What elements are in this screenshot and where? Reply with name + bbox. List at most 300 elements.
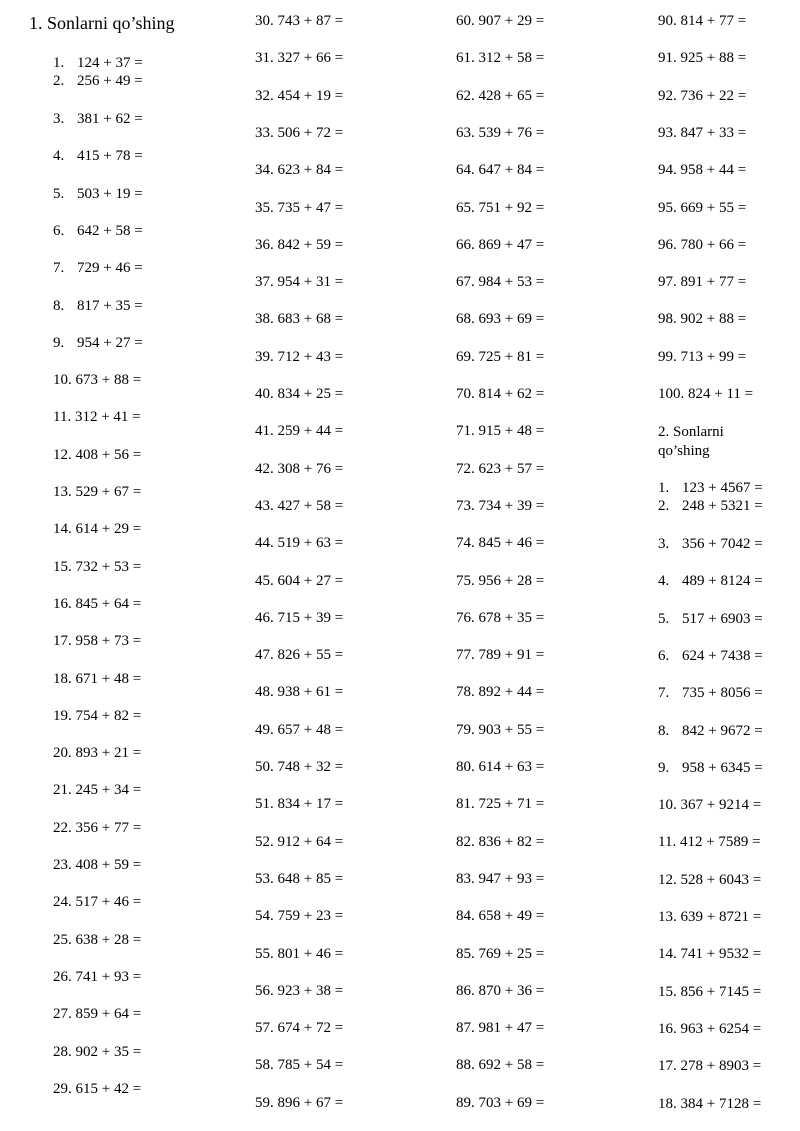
problem-number: 6.	[658, 647, 670, 664]
problem-expression: 517 + 6903 =	[682, 610, 763, 627]
problem-number: 87.	[456, 1020, 475, 1037]
problem-item	[456, 161, 544, 179]
problem-expression: 736 + 22 =	[676, 87, 747, 104]
problem-expression: 923 + 38 =	[273, 982, 344, 999]
problem-expression: 735 + 8056 =	[682, 685, 763, 702]
section2-heading-line1: 2. Sonlarni	[658, 424, 724, 440]
problem-item	[658, 983, 761, 1001]
problem-item	[658, 871, 761, 889]
problem-item	[53, 781, 141, 799]
problem-item	[658, 908, 761, 926]
problem-expression: 741 + 9532 =	[676, 946, 762, 963]
problem-number: 2.	[53, 73, 65, 89]
problem-item	[658, 199, 746, 217]
problem-expression: 958 + 44 =	[676, 162, 747, 179]
problem-number: 55.	[255, 945, 274, 962]
problem-number: 44.	[255, 535, 274, 552]
problem-expression: 124 + 37 =	[77, 55, 143, 71]
problem-number: 57.	[255, 1020, 274, 1037]
problem-expression: 817 + 35 =	[77, 297, 143, 314]
problem-number: 71.	[456, 423, 475, 440]
problem-expression: 715 + 39 =	[273, 609, 344, 626]
problem-item	[456, 534, 544, 552]
problem-expression: 639 + 8721 =	[676, 909, 762, 925]
problem-number: 63.	[456, 124, 475, 141]
problem-number: 67.	[456, 274, 475, 291]
problem-item	[658, 684, 763, 702]
problem-item	[255, 49, 343, 67]
problem-number: 59.	[255, 1094, 274, 1111]
problem-item	[53, 147, 143, 165]
section2-heading-line2: qo’shing	[658, 443, 710, 459]
problem-number: 68.	[456, 311, 475, 328]
section1-heading: 1. Sonlarni qo’shing	[29, 13, 175, 33]
problem-item	[456, 385, 544, 403]
problem-expression: 669 + 55 =	[676, 199, 747, 216]
problem-item	[53, 185, 143, 203]
problem-number: 48.	[255, 684, 274, 701]
problem-number: 54.	[255, 908, 274, 925]
problem-expression: 623 + 57 =	[474, 460, 545, 477]
problem-item	[658, 722, 763, 740]
problem-number: 42.	[255, 460, 274, 477]
problem-expression: 657 + 48 =	[273, 721, 344, 738]
problem-item	[658, 385, 753, 403]
problem-item	[255, 982, 343, 1000]
problem-expression: 703 + 69 =	[474, 1094, 545, 1111]
problem-number: 5.	[53, 185, 65, 202]
problem-item	[53, 446, 141, 464]
problem-expression: 674 + 72 =	[273, 1020, 344, 1037]
problem-expression: 658 + 49 =	[474, 908, 545, 925]
problem-expression: 528 + 6043 =	[676, 871, 762, 888]
problem-number: 60.	[456, 13, 475, 29]
problem-item	[53, 1043, 141, 1061]
problem-expression: 693 + 69 =	[474, 311, 545, 328]
problem-item	[53, 893, 141, 911]
problem-item	[658, 535, 763, 553]
problem-expression: 954 + 31 =	[273, 274, 344, 291]
problem-number: 58.	[255, 1057, 274, 1074]
problem-expression: 683 + 68 =	[273, 311, 344, 328]
problem-number: 16.	[53, 595, 72, 612]
problem-number: 97.	[658, 274, 677, 291]
problem-item	[255, 497, 343, 515]
problem-number: 78.	[456, 684, 475, 701]
problem-item	[456, 982, 544, 1000]
problem-item	[53, 483, 141, 501]
problem-item	[255, 348, 343, 366]
problem-expression: 902 + 35 =	[71, 1043, 142, 1060]
problem-expression: 963 + 6254 =	[676, 1020, 762, 1037]
problem-item	[255, 907, 343, 925]
problem-number: 6.	[53, 222, 65, 239]
problem-item	[53, 595, 141, 613]
problem-item	[456, 12, 544, 30]
problem-item	[456, 1019, 544, 1037]
problem-expression: 489 + 8124 =	[682, 573, 763, 590]
problem-number: 74.	[456, 535, 475, 552]
problem-expression: 842 + 9672 =	[682, 722, 763, 739]
problem-number: 64.	[456, 162, 475, 179]
problem-number: 72.	[456, 460, 475, 477]
problem-item	[53, 931, 141, 949]
problem-item	[658, 610, 763, 628]
problem-expression: 834 + 25 =	[273, 386, 344, 402]
problem-item	[658, 796, 761, 814]
problem-expression: 958 + 6345 =	[682, 759, 763, 776]
problem-number: 7.	[658, 685, 670, 702]
problem-item	[658, 348, 746, 366]
problem-expression: 539 + 76 =	[474, 124, 545, 141]
problem-item	[456, 236, 544, 254]
problem-expression: 870 + 36 =	[474, 982, 545, 999]
problem-item	[658, 87, 746, 105]
problem-number: 40.	[255, 386, 274, 402]
problem-expression: 384 + 7128 =	[676, 1095, 762, 1112]
problem-expression: 503 + 19 =	[77, 185, 143, 202]
problem-item	[658, 310, 746, 328]
problem-expression: 845 + 64 =	[71, 595, 142, 612]
problem-number: 79.	[456, 721, 475, 738]
problem-number: 37.	[255, 274, 274, 291]
problem-expression: 427 + 58 =	[273, 497, 344, 514]
problem-expression: 671 + 48 =	[71, 670, 142, 687]
problem-number: 8.	[53, 297, 65, 314]
problem-expression: 506 + 72 =	[273, 124, 344, 141]
problem-item	[53, 110, 143, 128]
problem-item	[658, 497, 763, 515]
problem-number: 30.	[255, 13, 274, 29]
problem-number: 29.	[53, 1080, 72, 1097]
problem-number: 5.	[658, 610, 670, 627]
problem-item	[456, 460, 544, 478]
problem-item	[53, 297, 143, 315]
problem-expression: 725 + 81 =	[474, 348, 545, 365]
problem-expression: 415 + 78 =	[77, 148, 143, 165]
problem-expression: 312 + 41 =	[71, 409, 141, 426]
problem-item	[456, 49, 544, 67]
problem-expression: 308 + 76 =	[273, 460, 344, 477]
problem-item	[658, 12, 746, 30]
problem-expression: 954 + 27 =	[77, 334, 143, 351]
problem-item	[53, 334, 143, 352]
problem-number: 47.	[255, 647, 274, 664]
problem-expression: 713 + 99 =	[676, 348, 747, 365]
problem-item	[658, 759, 763, 777]
problem-item	[255, 683, 343, 701]
problem-number: 65.	[456, 199, 475, 216]
problem-item	[53, 558, 141, 576]
problem-expression: 902 + 88 =	[676, 311, 747, 328]
problem-number: 39.	[255, 348, 274, 365]
problem-expression: 673 + 88 =	[71, 372, 142, 389]
problem-number: 85.	[456, 945, 475, 962]
problem-number: 69.	[456, 348, 475, 365]
problem-expression: 748 + 32 =	[273, 759, 344, 775]
problem-expression: 647 + 84 =	[474, 162, 545, 179]
problem-number: 56.	[255, 982, 274, 999]
problem-expression: 981 + 47 =	[474, 1020, 545, 1037]
problem-number: 61.	[456, 50, 475, 67]
problem-item	[53, 819, 141, 837]
problem-expression: 529 + 67 =	[71, 484, 142, 500]
problem-expression: 814 + 77 =	[676, 13, 747, 29]
problem-expression: 734 + 39 =	[474, 497, 545, 514]
problem-expression: 259 + 44 =	[273, 423, 344, 440]
problem-number: 1.	[658, 480, 670, 496]
problem-expression: 769 + 25 =	[474, 945, 545, 962]
problem-item	[658, 479, 763, 497]
problem-item	[53, 222, 143, 240]
problem-item	[456, 572, 544, 590]
problem-item	[456, 609, 544, 627]
problem-expression: 604 + 27 =	[273, 572, 344, 589]
problem-number: 19.	[53, 707, 72, 724]
problem-expression: 836 + 82 =	[474, 833, 545, 850]
problem-item	[456, 833, 544, 851]
problem-expression: 381 + 62 =	[77, 111, 143, 127]
problem-expression: 834 + 17 =	[273, 796, 344, 813]
problem-item	[658, 236, 746, 254]
problem-expression: 367 + 9214 =	[676, 797, 762, 814]
problem-number: 52.	[255, 833, 274, 850]
problem-item	[255, 833, 343, 851]
problem-expression: 743 + 87 =	[273, 13, 344, 29]
problem-number: 88.	[456, 1057, 475, 1074]
problem-expression: 789 + 91 =	[474, 647, 545, 664]
problem-number: 1.	[53, 55, 65, 71]
problem-number: 98.	[658, 311, 677, 328]
problem-item	[53, 72, 143, 90]
problem-item	[456, 87, 544, 105]
problem-expression: 801 + 46 =	[273, 945, 344, 962]
problem-expression: 741 + 93 =	[71, 968, 142, 985]
problem-expression: 638 + 28 =	[71, 931, 142, 948]
problem-item	[53, 968, 141, 986]
problem-expression: 856 + 7145 =	[676, 983, 762, 1000]
problem-number: 76.	[456, 609, 475, 626]
problem-expression: 925 + 88 =	[676, 50, 747, 67]
problem-number: 82.	[456, 833, 475, 850]
problem-expression: 729 + 46 =	[77, 260, 143, 277]
problem-number: 15.	[53, 558, 72, 575]
problem-expression: 642 + 58 =	[77, 222, 143, 239]
problem-item	[53, 1080, 141, 1098]
problem-number: 9.	[53, 334, 65, 351]
problem-expression: 785 + 54 =	[273, 1057, 344, 1074]
problem-expression: 814 + 62 =	[474, 386, 545, 402]
problem-item	[255, 12, 343, 30]
problem-number: 10.	[658, 797, 677, 814]
problem-item	[255, 572, 343, 590]
problem-item	[255, 758, 343, 776]
problem-expression: 842 + 59 =	[273, 236, 344, 253]
problem-number: 50.	[255, 759, 274, 775]
problem-number: 28.	[53, 1043, 72, 1060]
problem-number: 8.	[658, 722, 670, 739]
problem-expression: 915 + 48 =	[474, 423, 545, 440]
problem-expression: 912 + 64 =	[273, 833, 344, 850]
problem-expression: 759 + 23 =	[273, 908, 344, 925]
problem-number: 94.	[658, 162, 677, 179]
problem-item	[658, 1057, 761, 1075]
problem-expression: 454 + 19 =	[273, 87, 344, 104]
problem-number: 4.	[53, 148, 65, 165]
problem-item	[53, 744, 141, 762]
problem-number: 81.	[456, 796, 475, 813]
problem-number: 92.	[658, 87, 677, 104]
problem-number: 53.	[255, 870, 274, 887]
problem-item	[255, 870, 343, 888]
problem-item	[658, 49, 746, 67]
problem-item	[53, 670, 141, 688]
problem-number: 17.	[53, 633, 72, 650]
problem-number: 3.	[658, 536, 670, 552]
problem-number: 13.	[53, 484, 72, 500]
problem-item	[456, 758, 544, 776]
problem-expression: 780 + 66 =	[676, 236, 747, 253]
problem-number: 18.	[658, 1095, 677, 1112]
problem-item	[456, 646, 544, 664]
problem-number: 11.	[658, 834, 677, 851]
problem-item	[456, 497, 544, 515]
problem-item	[53, 520, 141, 538]
problem-item	[255, 124, 343, 142]
problem-number: 22.	[53, 819, 72, 836]
problem-number: 11.	[53, 409, 72, 426]
problem-item	[456, 310, 544, 328]
problem-expression: 614 + 29 =	[71, 521, 142, 538]
problem-item	[255, 534, 343, 552]
problem-number: 14.	[53, 521, 72, 538]
problem-item	[255, 721, 343, 739]
problem-expression: 517 + 46 =	[71, 894, 142, 911]
problem-item	[658, 1095, 761, 1113]
problem-number: 14.	[658, 946, 677, 963]
problem-number: 17.	[658, 1058, 677, 1075]
problem-item	[456, 945, 544, 963]
problem-item	[456, 1056, 544, 1074]
problem-expression: 891 + 77 =	[676, 274, 747, 291]
problem-number: 46.	[255, 609, 274, 626]
problem-item	[658, 647, 763, 665]
problem-number: 9.	[658, 759, 670, 776]
problem-expression: 896 + 67 =	[273, 1094, 344, 1111]
problem-item	[255, 609, 343, 627]
problem-expression: 278 + 8903 =	[676, 1058, 762, 1075]
problem-number: 32.	[255, 87, 274, 104]
problem-number: 25.	[53, 931, 72, 948]
problem-expression: 725 + 71 =	[474, 796, 545, 813]
problem-expression: 624 + 7438 =	[682, 647, 763, 664]
problem-number: 80.	[456, 759, 475, 775]
problem-expression: 847 + 33 =	[676, 124, 747, 141]
problem-item	[255, 646, 343, 664]
problem-item	[255, 1019, 343, 1037]
problem-item	[53, 632, 141, 650]
problem-number: 83.	[456, 870, 475, 887]
problem-item	[255, 422, 343, 440]
problem-number: 16.	[658, 1020, 677, 1037]
problem-item	[658, 572, 763, 590]
problem-number: 70.	[456, 386, 475, 402]
problem-number: 23.	[53, 857, 72, 873]
problem-number: 31.	[255, 50, 274, 67]
problem-item	[456, 199, 544, 217]
problem-number: 12.	[658, 871, 677, 888]
problem-expression: 327 + 66 =	[273, 50, 344, 67]
problem-number: 18.	[53, 670, 72, 687]
problem-expression: 947 + 93 =	[474, 870, 545, 887]
problem-number: 86.	[456, 982, 475, 999]
problem-item	[53, 1005, 141, 1023]
problem-number: 7.	[53, 260, 65, 277]
problem-expression: 245 + 34 =	[71, 782, 142, 799]
problem-item	[456, 795, 544, 813]
problem-item	[255, 795, 343, 813]
problem-item	[456, 124, 544, 142]
problem-number: 33.	[255, 124, 274, 141]
problem-expression: 428 + 65 =	[474, 87, 545, 104]
problem-expression: 892 + 44 =	[474, 684, 545, 701]
problem-number: 15.	[658, 983, 677, 1000]
problem-number: 62.	[456, 87, 475, 104]
problem-number: 66.	[456, 236, 475, 253]
problem-item	[255, 385, 343, 403]
problem-expression: 648 + 85 =	[273, 870, 344, 887]
problem-item	[456, 1094, 544, 1112]
problem-expression: 615 + 42 =	[71, 1080, 142, 1097]
problem-item	[456, 683, 544, 701]
problem-item	[456, 273, 544, 291]
problem-item	[456, 907, 544, 925]
problem-item	[658, 124, 746, 142]
problem-expression: 623 + 84 =	[273, 162, 344, 179]
problem-item	[255, 161, 343, 179]
problem-item	[255, 199, 343, 217]
problem-item	[255, 945, 343, 963]
problem-number: 12.	[53, 446, 72, 463]
problem-item	[456, 870, 544, 888]
problem-item	[255, 87, 343, 105]
problem-expression: 712 + 43 =	[273, 348, 344, 365]
problem-expression: 692 + 58 =	[474, 1057, 545, 1074]
problem-number: 36.	[255, 236, 274, 253]
problem-item	[255, 236, 343, 254]
problem-number: 13.	[658, 909, 677, 925]
problem-expression: 938 + 61 =	[273, 684, 344, 701]
problem-number: 51.	[255, 796, 274, 813]
problem-expression: 903 + 55 =	[474, 721, 545, 738]
problem-number: 20.	[53, 745, 72, 762]
problem-expression: 735 + 47 =	[273, 199, 344, 216]
problem-item	[53, 707, 141, 725]
problem-expression: 824 + 11 =	[684, 386, 754, 402]
problem-expression: 826 + 55 =	[273, 647, 344, 664]
problem-number: 100.	[658, 386, 685, 402]
problem-expression: 519 + 63 =	[273, 535, 344, 552]
problem-number: 26.	[53, 968, 72, 985]
problem-number: 43.	[255, 497, 274, 514]
problem-item	[456, 422, 544, 440]
problem-expression: 412 + 7589 =	[676, 834, 761, 851]
problem-expression: 248 + 5321 =	[682, 498, 763, 514]
problem-number: 99.	[658, 348, 677, 365]
problem-expression: 678 + 35 =	[474, 609, 545, 626]
problem-number: 77.	[456, 647, 475, 664]
problem-expression: 614 + 63 =	[474, 759, 545, 775]
